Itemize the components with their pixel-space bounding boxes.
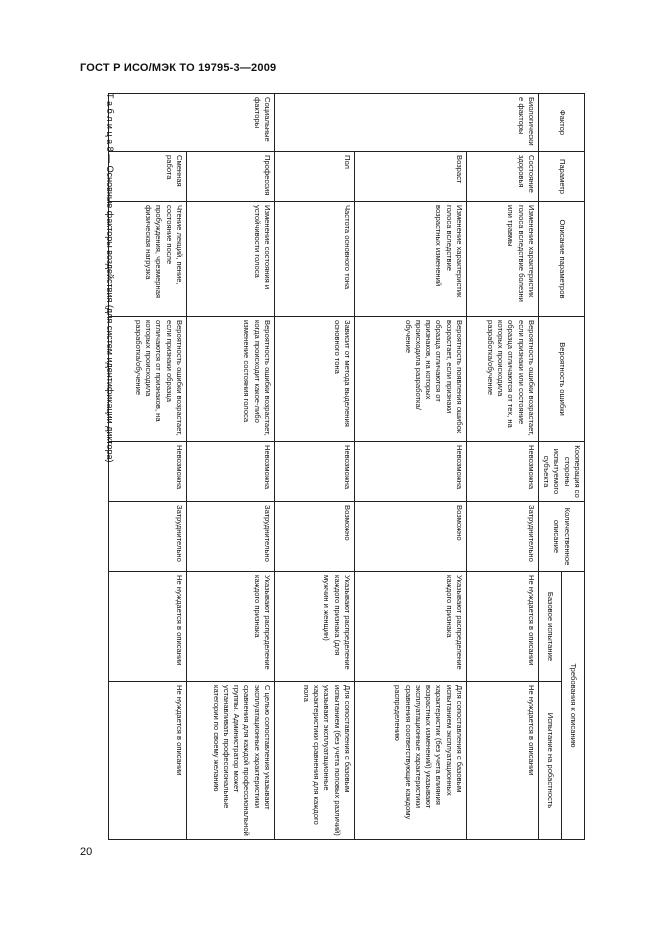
table-row xyxy=(355,94,467,840)
robust-cell: С целью сопоставления указывают эксплуатационные характеристики сравнения для каждой профессиональной группы. Администратор может устанавливать профессиональные категории по своему желанию xyxy=(187,682,275,840)
prob-cell: Вероятность ошибки возрастает, если признаки или состояние образца отличаются от тех, на которых происходила разработка/обучение xyxy=(467,317,539,442)
quant-cell: Затруднительно xyxy=(187,502,275,572)
desc-cell: Частота основного тона xyxy=(275,202,355,317)
quant-cell: Затруднительно xyxy=(467,502,539,572)
prob-cell: Зависит от метода выделения основного тона xyxy=(275,317,355,442)
prob-cell: Вероятность ошибки возрастает, если признаки образца отличаются от признаков, на которых происходила разработка/обучение xyxy=(109,317,187,442)
coop-cell: Невозможна xyxy=(109,442,187,502)
quant-cell: Возможно xyxy=(355,502,467,572)
col-base: Базовое испытание xyxy=(539,572,562,682)
table-row xyxy=(467,94,539,840)
prob-cell: Вероятность появления ошибок возрастает, если признаки образца отличаются от признаков, на которых происходила разработка/обучение xyxy=(355,317,467,442)
table-row xyxy=(109,94,187,840)
param-cell: Профессия xyxy=(187,152,275,202)
col-param: Параметр xyxy=(539,152,585,202)
col-robust: Испытание на робастность xyxy=(539,682,562,840)
factor-cell: Социальные факторы xyxy=(109,94,275,152)
table-header-row xyxy=(562,94,585,840)
coop-cell: Невозможна xyxy=(187,442,275,502)
coop-cell: Невозможна xyxy=(467,442,539,502)
factor-cell: Биологические факторы xyxy=(275,94,539,152)
col-prob: Вероятность ошибки xyxy=(539,317,585,442)
col-quant: Количественное описание xyxy=(539,502,585,572)
page-number: 20 xyxy=(80,846,93,858)
desc-cell: Изменение характеристик голоса вследствие возрастных изменений xyxy=(355,202,467,317)
robust-cell: Для сопоставления с базовым испытанием (без учета половых различий) указывают эксплуатационные характеристики сравнения для каждого пола xyxy=(275,682,355,840)
param-cell: Пол xyxy=(275,152,355,202)
robust-cell: Для сопоставления с базовым испытанием эксплуатационных характеристик (без учета влияния возрастных изменений) указывают эксплуатационные характеристики сравнения соответствующие каждому распределению xyxy=(355,682,467,840)
factors-table xyxy=(108,93,585,840)
col-factor: Фактор xyxy=(539,94,585,152)
base-cell: Указывают распределение каждого признака xyxy=(355,572,467,682)
param-cell: Состояние здоровья xyxy=(467,152,539,202)
table-row xyxy=(187,94,275,840)
base-cell: Не нуждается в описании xyxy=(467,572,539,682)
param-cell: Сменная работа xyxy=(109,152,187,202)
col-req-group: Требования к описанию xyxy=(562,572,585,840)
col-coop: Кооперация со стороны испытуемого субъекта xyxy=(539,442,585,502)
desc-cell: Изменение характеристик голоса вследствие болезни или травмы xyxy=(467,202,539,317)
rotated-table-block xyxy=(95,93,585,839)
desc-cell: Чтение лекций, пение, состояние после пробуждения, чрезмерная физическая нагрузка xyxy=(109,202,187,317)
base-cell: Указывают распределение каждого признака (для мужчин и женщин) xyxy=(275,572,355,682)
quant-cell: Возможно xyxy=(275,502,355,572)
table-row xyxy=(275,94,355,840)
col-desc: Описание параметров xyxy=(539,202,585,317)
desc-cell: Изменение состояния и устойчивости голоса xyxy=(187,202,275,317)
robust-cell: Не нуждается в описании xyxy=(109,682,187,840)
table-caption: Т а б л и ц а 8 — Основные факторы воздействия (для систем идентификации диктора) xyxy=(105,93,115,463)
document-header: ГОСТ Р ИСО/МЭК ТО 19795-3—2009 xyxy=(80,62,277,74)
param-cell: Возраст xyxy=(355,152,467,202)
robust-cell: Не нуждается в описании xyxy=(467,682,539,840)
base-cell: Указывают распределение каждого признака xyxy=(187,572,275,682)
quant-cell: Затруднительно xyxy=(109,502,187,572)
coop-cell: Невозможна xyxy=(355,442,467,502)
prob-cell: Вероятность ошибки возрастает, когда происходит какое-либо изменение состояния голоса xyxy=(187,317,275,442)
base-cell: Не нуждается в описании xyxy=(109,572,187,682)
coop-cell: Невозможна xyxy=(275,442,355,502)
